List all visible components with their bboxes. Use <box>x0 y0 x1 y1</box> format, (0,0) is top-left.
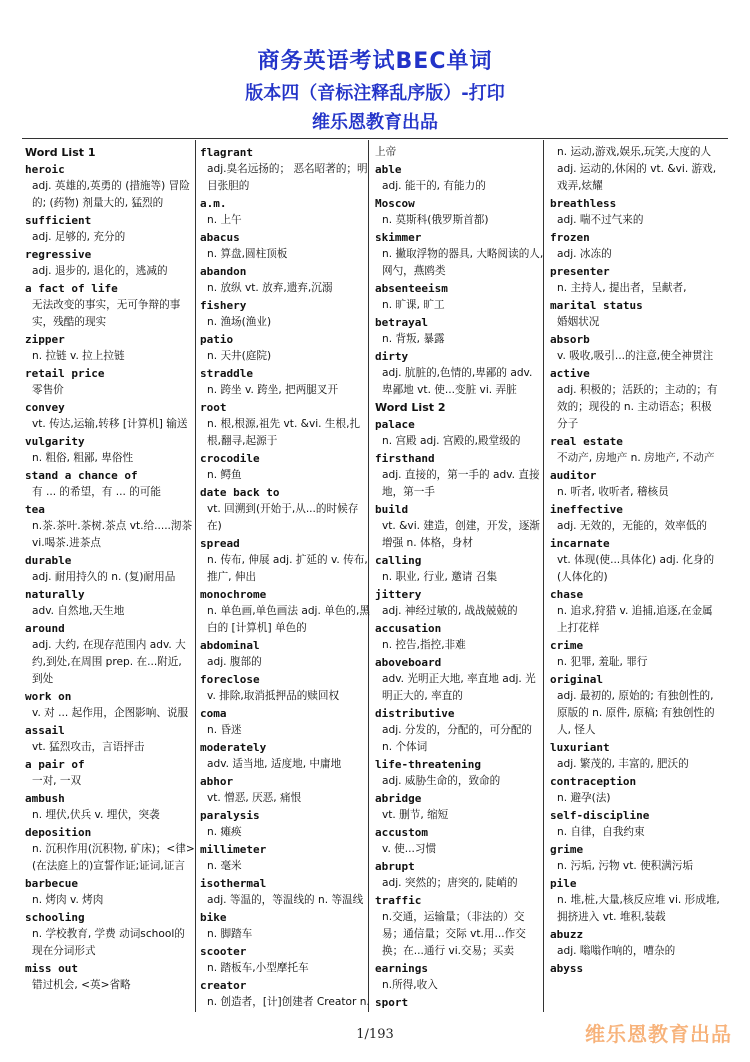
entry-definition: adj. 英雄的,英勇的 (措施等) 冒险的; (药物) 剂量大的, 猛烈的 <box>32 180 190 209</box>
entry-word: ineffective <box>550 503 623 516</box>
entry-word: traffic <box>375 894 422 907</box>
entry-definition: adj. 耐用持久的 n. (复)耐用品 <box>32 571 176 583</box>
entry-word: presenter <box>550 265 610 278</box>
entry-definition: vt. 回溯到(开始于,从...的时候存在) <box>207 503 359 532</box>
entry-word: isothermal <box>200 877 267 890</box>
entry-word: earnings <box>375 962 428 975</box>
entry-definition: n. 撇取浮物的器具, 大略阅读的人, 网勺，燕鸥类 <box>382 248 544 277</box>
entry-word: a pair of <box>25 758 85 771</box>
entry-definition: v. 使...习惯 <box>382 843 437 855</box>
entry-definition: n. 上午 <box>207 214 242 226</box>
word-list-heading: Word List 1 <box>25 146 96 159</box>
entry-word: jittery <box>375 588 422 601</box>
entry-definition: adj. 威胁生命的，致命的 <box>382 775 501 787</box>
entry-definition: n. 放纵 vt. 放弃,遗弃,沉溺 <box>207 282 333 294</box>
word-column-4 <box>550 144 720 977</box>
entry-definition: 不动产, 房地产 n. 房地产, 不动产 <box>557 452 715 464</box>
entry-word: regressive <box>25 248 92 261</box>
entry-word: date back to <box>200 486 280 499</box>
entry-word: monochrome <box>200 588 267 601</box>
entry-definition: adj. 足够的, 充分的 <box>32 231 126 243</box>
entry-definition: v. 对 ... 起作用，企图影响、说服 <box>32 707 189 719</box>
entry-definition: n. 职业, 行业, 邀请 召集 <box>382 571 498 583</box>
entry-word: zipper <box>25 333 65 346</box>
header-divider <box>22 138 728 139</box>
entry-word: spread <box>200 537 240 550</box>
entry-word: root <box>200 401 227 414</box>
word-list-heading: Word List 2 <box>375 401 446 414</box>
entry-word: skimmer <box>375 231 422 244</box>
entry-definition: adj. 腹部的 <box>207 656 262 668</box>
entry-definition: n. 犯罪, 羞耻, 罪行 <box>557 656 648 668</box>
entry-definition: n. 粗俗, 粗鄙, 卑俗性 <box>32 452 134 464</box>
entry-definition: adj.臭名远扬的； 恶名昭著的；明目张胆的 <box>207 163 368 192</box>
entry-word: build <box>375 503 409 516</box>
entry-word: bike <box>200 911 227 924</box>
entry-definition: n. 算盘,圆柱顶板 <box>207 248 288 260</box>
entry-word: a fact of life <box>25 282 118 295</box>
entry-word: chase <box>550 588 584 601</box>
entry-word: tea <box>25 503 45 516</box>
entry-definition: adj. 大约, 在现存范围内 adv. 大约,到处,在周围 prep. 在...附近, 到处 <box>32 639 186 685</box>
entry-word: assail <box>25 724 65 737</box>
entry-definition: vt. 删节, 缩短 <box>382 809 449 821</box>
entry-word: active <box>550 367 590 380</box>
entry-word: frozen <box>550 231 590 244</box>
entry-definition: n. 烤肉 v. 烤肉 <box>32 894 104 906</box>
entry-word: abhor <box>200 775 234 788</box>
entry-word: crime <box>550 639 584 652</box>
entry-definition: n. 莫斯科(俄罗斯首都) <box>382 214 489 226</box>
entry-word: barbecue <box>25 877 78 890</box>
entry-word: foreclose <box>200 673 260 686</box>
entry-definition: 错过机会, <英>省略 <box>32 979 131 991</box>
entry-word: firsthand <box>375 452 435 465</box>
entry-definition: adj. 分发的，分配的，可分配的 n. 个体词 <box>382 724 533 753</box>
entry-word: durable <box>25 554 72 567</box>
entry-word: naturally <box>25 588 85 601</box>
entry-definition: v. 吸收,吸引...的注意,使全神贯注 <box>557 350 714 362</box>
entry-definition: n. 堆,桩,大量,核反应堆 vi. 形成堆,拥挤进入 vt. 堆积,装载 <box>557 894 720 923</box>
entry-definition: adj. 神经过敏的, 战战兢兢的 <box>382 605 518 617</box>
entry-word: moderately <box>200 741 267 754</box>
entry-word: abacus <box>200 231 240 244</box>
entry-definition: adv. 适当地, 适度地, 中庸地 <box>207 758 342 770</box>
word-column-3 <box>375 144 545 1011</box>
entry-word: distributive <box>375 707 455 720</box>
page-number: 1/193 <box>356 1027 394 1042</box>
entry-word: grime <box>550 843 584 856</box>
entry-word: creator <box>200 979 247 992</box>
entry-word: crocodile <box>200 452 260 465</box>
entry-definition: adj. 突然的；唐突的, 陡峭的 <box>382 877 518 889</box>
entry-definition: n. 毫米 <box>207 860 242 872</box>
entry-definition: n. 跨坐 v. 跨坐, 把两腿叉开 <box>207 384 339 396</box>
entry-word: work on <box>25 690 72 703</box>
entry-definition: vt. 传达,运输,转移 [计算机] 输送 <box>32 418 188 430</box>
entry-word: pile <box>550 877 577 890</box>
entry-word: miss out <box>25 962 78 975</box>
entry-definition: n. 主持人, 提出者，呈献者, <box>557 282 687 294</box>
entry-definition: adj. 直接的，第一手的 adv. 直接地，第一手 <box>382 469 540 498</box>
entry-word: patio <box>200 333 234 346</box>
entry-word: scooter <box>200 945 247 958</box>
word-column-2 <box>200 144 370 1011</box>
entry-word: marital status <box>550 299 643 312</box>
entry-definition: n. 宫殿 adj. 宫殿的,殿堂级的 <box>382 435 521 447</box>
entry-definition: n. 旷课, 旷工 <box>382 299 445 311</box>
entry-word: betrayal <box>375 316 428 329</box>
entry-definition: n. 脚踏车 <box>207 928 253 940</box>
entry-word: sufficient <box>25 214 92 227</box>
entry-word: around <box>25 622 65 635</box>
entry-definition: 一对, 一双 <box>32 775 82 787</box>
entry-definition: n. 根,根源,祖先 vt. &vi. 生根,扎根,翻寻,起源于 <box>207 418 361 447</box>
entry-definition: n. 自律，自我约束 <box>557 826 645 838</box>
column-divider-1 <box>195 140 196 1012</box>
entry-word: abridge <box>375 792 422 805</box>
entry-word: abuzz <box>550 928 584 941</box>
entry-word: coma <box>200 707 227 720</box>
document-subtitle: 版本四（音标注释乱序版）-打印 <box>245 83 505 104</box>
entry-word: auditor <box>550 469 597 482</box>
entry-definition: adj. 嗡嗡作响的，嘈杂的 <box>557 945 676 957</box>
entry-word: schooling <box>25 911 85 924</box>
publisher-line: 维乐恩教育出品 <box>312 112 438 133</box>
entry-word: accustom <box>375 826 428 839</box>
entry-definition: n. 控告,指控,非难 <box>382 639 466 651</box>
entry-definition: 上帝 <box>375 146 397 158</box>
entry-definition: adj. 繁茂的, 丰富的, 肥沃的 <box>557 758 689 770</box>
entry-word: abandon <box>200 265 247 278</box>
entry-definition: n. 听者, 收听者, 稽核员 <box>557 486 669 498</box>
entry-word: absenteeism <box>375 282 448 295</box>
entry-definition: 有 ... 的希望，有 ... 的可能 <box>32 486 162 498</box>
entry-definition: n. 单色画,单色画法 adj. 单色的,黑白的 [计算机] 单色的 <box>207 605 370 634</box>
entry-definition: adv. 光明正大地, 率直地 adj. 光明正大的, 率直的 <box>382 673 536 702</box>
entry-definition: n.茶.茶叶.茶树.茶点 vt.给.....沏茶 vi.喝茶.进茶点 <box>32 520 193 549</box>
entry-definition: vt. 猛烈攻击，言语抨击 <box>32 741 145 753</box>
entry-definition: v. 排除,取消抵押品的赎回权 <box>207 690 340 702</box>
entry-word: calling <box>375 554 422 567</box>
entry-definition: 无法改变的事实，无可争辩的事实，残酷的现实 <box>32 299 181 328</box>
entry-word: paralysis <box>200 809 260 822</box>
entry-word: stand a chance of <box>25 469 138 482</box>
entry-word: aboveboard <box>375 656 442 669</box>
entry-definition: n.所得,收入 <box>382 979 438 991</box>
entry-word: millimeter <box>200 843 267 856</box>
entry-definition: n. 追求,狩猎 v. 追捕,追逐,在金属上打花样 <box>557 605 713 634</box>
entry-word: abrupt <box>375 860 415 873</box>
entry-word: life-threatening <box>375 758 481 771</box>
entry-word: vulgarity <box>25 435 85 448</box>
entry-word: self-discipline <box>550 809 650 822</box>
entry-definition: n. 背叛, 暴露 <box>382 333 445 345</box>
entry-definition: adj. 能干的, 有能力的 <box>382 180 486 192</box>
entry-word: retail price <box>25 367 105 380</box>
entry-definition: n.交通，运输量；（非法的）交易；通信量；交际 vt.用...作交换；在...通行 vi.交易；买卖 <box>382 911 526 957</box>
entry-definition: adj. 喘不过气来的 <box>557 214 644 226</box>
entry-definition: vt. &vi. 建造，创建，开发，逐渐增强 n. 体格，身材 <box>382 520 540 549</box>
entry-definition: adj. 最初的, 原始的; 有独创性的, 原版的 n. 原件, 原稿; 有独创性的人, 怪人 <box>557 690 715 736</box>
entry-word: original <box>550 673 603 686</box>
entry-word: abyss <box>550 962 584 975</box>
entry-word: contraception <box>550 775 637 788</box>
entry-word: straddle <box>200 367 253 380</box>
entry-definition: adj. 肮脏的,色情的,卑鄙的 adv. 卑鄙地 vt. 使...变脏 vi. 弄脏 <box>382 367 533 396</box>
entry-definition: n. 传布, 伸展 adj. 扩延的 v. 传布,推广, 伸出 <box>207 554 368 583</box>
entry-word: luxuriant <box>550 741 610 754</box>
entry-word: deposition <box>25 826 92 839</box>
document-title: 商务英语考试BEC单词 <box>257 49 493 74</box>
entry-definition: adj. 无效的，无能的，效率低的 <box>557 520 708 532</box>
entry-word: sport <box>375 996 409 1009</box>
entry-word: incarnate <box>550 537 610 550</box>
entry-word: accusation <box>375 622 442 635</box>
entry-definition: n. 拉链 v. 拉上拉链 <box>32 350 125 362</box>
entry-definition: n. 踏板车,小型摩托车 <box>207 962 309 974</box>
entry-definition: n. 沉积作用(沉积物, 矿床)；<律>(在法庭上的)宣誓作证;证词,证言 <box>32 843 195 872</box>
entry-definition: n. 避孕(法) <box>557 792 611 804</box>
entry-word: fishery <box>200 299 247 312</box>
entry-definition: n. 运动,游戏,娱乐,玩笑,大度的人 adj. 运动的,休闲的 vt. &vi. 游戏,戏弄,炫耀 <box>557 146 717 192</box>
entry-word: dirty <box>375 350 409 363</box>
entry-definition: n. 渔场(渔业) <box>207 316 272 328</box>
entry-definition: adj. 冰冻的 <box>557 248 612 260</box>
entry-definition: n. 昏迷 <box>207 724 242 736</box>
entry-definition: adv. 自然地,天生地 <box>32 605 125 617</box>
entry-word: Moscow <box>375 197 415 210</box>
entry-word: a.m. <box>200 197 227 210</box>
entry-word: palace <box>375 418 415 431</box>
entry-word: abdominal <box>200 639 260 652</box>
entry-word: convey <box>25 401 65 414</box>
entry-definition: n. 埋伏,伏兵 v. 埋伏，突袭 <box>32 809 160 821</box>
entry-definition: n. 天井(庭院) <box>207 350 272 362</box>
entry-definition: n. 瘫痪 <box>207 826 242 838</box>
entry-word: heroic <box>25 163 65 176</box>
watermark-logo: 维乐恩教育出品 <box>585 1022 732 1046</box>
entry-definition: n. 创造者，[计]创建者 Creator n. <box>207 996 370 1008</box>
entry-definition: adj. 等温的，等温线的 n. 等温线 <box>207 894 364 906</box>
entry-word: absorb <box>550 333 590 346</box>
entry-definition: 婚姻状况 <box>557 316 600 328</box>
entry-definition: n. 污垢, 污物 vt. 使积满污垢 <box>557 860 694 872</box>
entry-definition: adj. 退步的, 退化的，逃减的 <box>32 265 168 277</box>
entry-definition: n. 鳄鱼 <box>207 469 242 481</box>
entry-word: able <box>375 163 402 176</box>
entry-definition: vt. 憎恶, 厌恶, 痛恨 <box>207 792 302 804</box>
entry-word: flagrant <box>200 146 253 159</box>
entry-definition: 零售价 <box>32 384 64 396</box>
word-column-1 <box>25 144 195 994</box>
entry-word: ambush <box>25 792 65 805</box>
entry-word: real estate <box>550 435 623 448</box>
entry-definition: n. 学校教育, 学费 动词school的现在分词形式 <box>32 928 185 957</box>
entry-definition: vt. 体现(使...具体化) adj. 化身的(人体化的) <box>557 554 715 583</box>
entry-word: breathless <box>550 197 617 210</box>
entry-definition: adj. 积极的；活跃的；主动的；有效的；现役的 n. 主动语态；积极分子 <box>557 384 718 430</box>
